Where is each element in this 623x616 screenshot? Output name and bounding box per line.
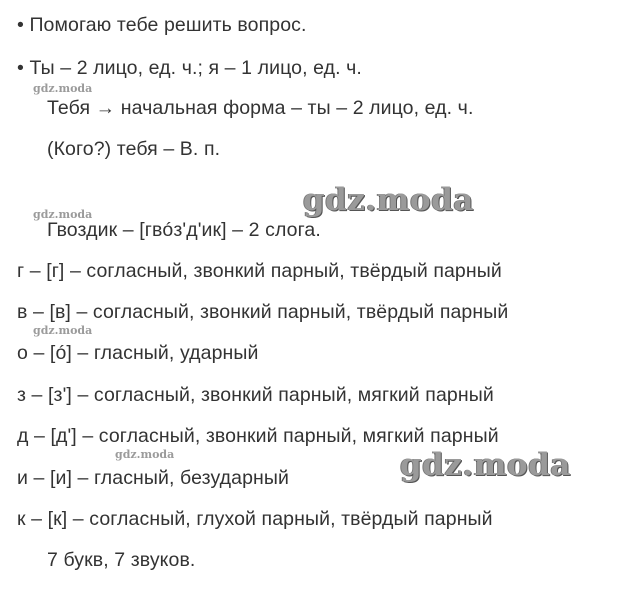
text-line-6: г – [г] – согласный, звонкий парный, твёрдый парный bbox=[17, 260, 502, 282]
text-line-5: Гвоздик – [гвóз'д'ик] – 2 слога. bbox=[47, 219, 321, 241]
watermark-large: gdz.moda bbox=[303, 182, 474, 218]
text-line-12: к – [к] – согласный, глухой парный, твёрдый парный bbox=[17, 508, 493, 530]
text-line-4: (Кого?) тебя – В. п. bbox=[47, 138, 221, 160]
text-line-8: о – [ó] – гласный, ударный bbox=[17, 342, 259, 364]
watermark-small: gdz.moda bbox=[33, 208, 93, 221]
watermark-large: gdz.moda bbox=[400, 447, 571, 483]
watermark-small: gdz.moda bbox=[115, 448, 175, 461]
watermark-small: gdz.moda bbox=[33, 82, 93, 95]
text-line-1: • Помогаю тебе решить вопрос. bbox=[17, 14, 307, 36]
text-line-10: д – [д'] – согласный, звонкий парный, мягкий парный bbox=[17, 425, 499, 447]
text-line-7: в – [в] – согласный, звонкий парный, твёрдый парный bbox=[17, 301, 509, 323]
text-line-13: 7 букв, 7 звуков. bbox=[47, 549, 196, 571]
text-line-9: з – [з'] – согласный, звонкий парный, мягкий парный bbox=[17, 384, 494, 406]
text-line-2: • Ты – 2 лицо, ед. ч.; я – 1 лицо, ед. ч. bbox=[17, 57, 362, 79]
watermark-small: gdz.moda bbox=[33, 324, 93, 337]
text-line-3: Тебя → начальная форма – ты – 2 лицо, ед. ч. bbox=[47, 97, 474, 119]
text-line-11: и – [и] – гласный, безударный bbox=[17, 467, 289, 489]
